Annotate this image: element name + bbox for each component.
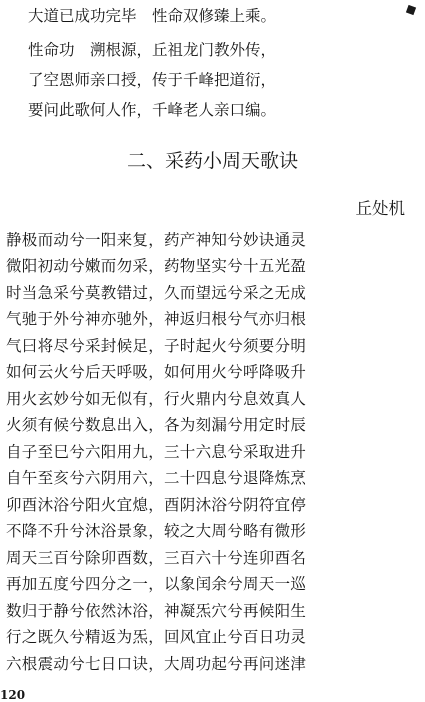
page-number: 120 [0,688,26,702]
poem-line-8: 火须有候兮数息出入，各为刻漏兮用定时辰 [6,416,307,434]
poem-line-5: 气曰将尽兮采封候足，子时起火兮须要分明 [6,337,307,355]
author-name: 丘处机 [355,199,405,218]
poem-line-1: 静极而动兮一阳来复，药产神知兮妙诀通灵 [6,231,307,249]
poem-line-15: 数归于静兮依然沐浴，神凝炁穴兮再候阳生 [6,602,307,620]
verse-line-4: 要问此歌何人作，千峰老人亲口编。 [28,101,277,119]
section-title: 二、采药小周天歌诀 [126,150,298,172]
poem-line-3: 时当急采兮莫教错过，久而望远兮采之无成 [6,284,307,302]
verse-line-3: 了空恩师亲口授，传于千峰把道衍， [28,71,277,89]
poem-line-4: 气驰于外兮神亦驰外，神返归根兮气亦归根 [6,310,307,328]
poem-line-9: 自子至巳兮六阳用九，三十六息兮采取进升 [6,443,307,461]
corner-mark [406,5,416,15]
poem-line-14: 再加五度兮四分之一，以象闰余兮周天一巡 [6,575,307,593]
poem-line-11: 卯酉沐浴兮阳火宜熄，酉阴沐浴兮阴符宜停 [6,496,307,514]
poem-line-12: 不降不升兮沐浴景象，较之大周兮略有微形 [6,522,307,540]
verse-line-1: 大道已成功完毕 性命双修臻上乘。 [28,7,277,25]
poem-line-2: 微阳初动兮嫩而勿采，药物坚实兮十五光盈 [6,257,307,275]
poem-line-17: 六根震动兮七日口诀，大周功起兮再问迷津 [6,655,307,673]
poem-line-6: 如何云火兮后天呼吸，如何用火兮呼降吸升 [6,363,307,381]
verse-line-2: 性命功 溯根源，丘祖龙门教外传， [28,41,277,59]
poem-line-10: 自午至亥兮六阴用六，二十四息兮退降炼烹 [6,469,307,487]
poem-line-16: 行之既久兮精返为炁，回风宜止兮百日功灵 [6,628,307,646]
poem-line-7: 用火玄妙兮如无似有，行火鼎内兮息效真人 [6,390,307,408]
poem-line-13: 周天三百兮除卯酉数，三百六十兮连卯酉名 [6,549,307,567]
